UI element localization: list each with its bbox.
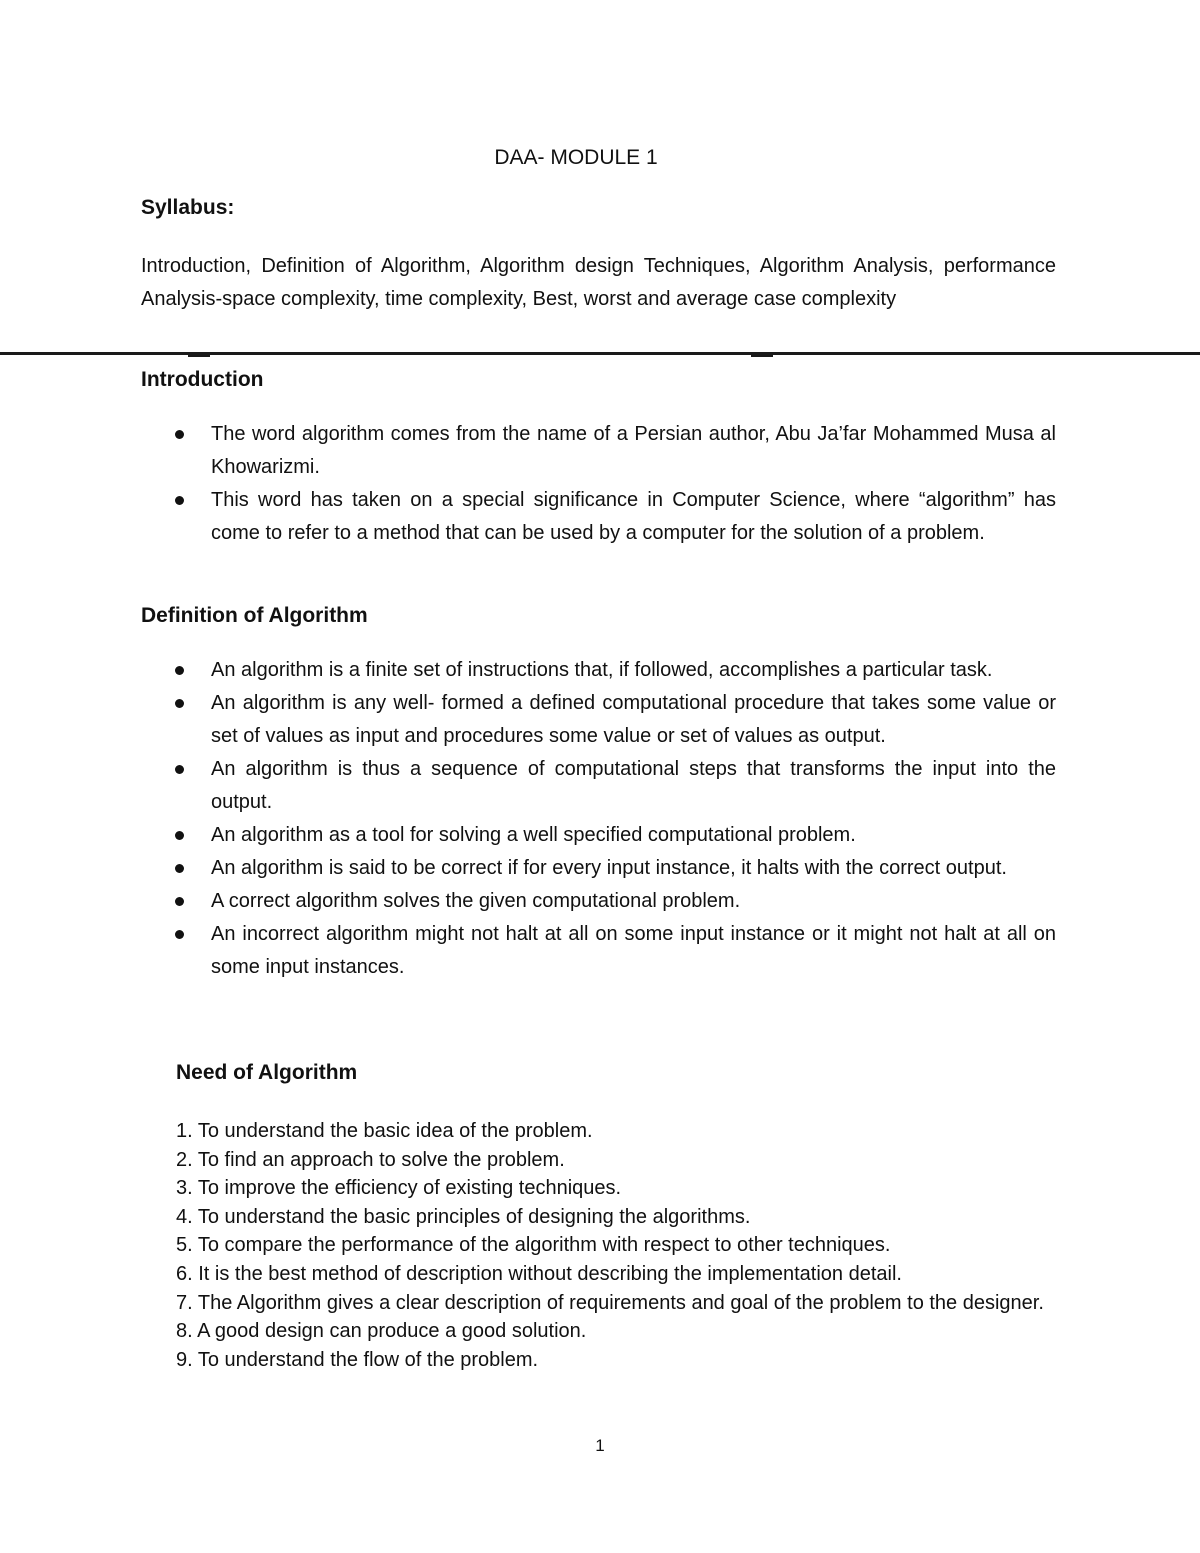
bullet-icon	[175, 864, 184, 873]
list-item: 8. A good design can produce a good solution.	[176, 1320, 587, 1343]
syllabus-heading: Syllabus:	[141, 196, 235, 219]
bullet-icon	[175, 666, 184, 675]
bullet-icon	[175, 430, 184, 439]
bullet-icon	[175, 496, 184, 505]
list-item: An algorithm is said to be correct if for every input instance, it halts with the correct output.	[141, 852, 1056, 885]
bullet-icon	[175, 831, 184, 840]
list-item: 4. To understand the basic principles of designing the algorithms.	[176, 1205, 751, 1228]
need-list	[176, 1117, 1056, 1374]
list-item: 6. It is the best method of description without describing the implementation detail.	[176, 1262, 902, 1285]
list-item: 7. The Algorithm gives a clear description of requirements and goal of the problem to the designer.	[176, 1291, 1044, 1314]
list-item: 3. To improve the efficiency of existing techniques.	[176, 1177, 622, 1200]
list-item: 9. To understand the flow of the problem.	[176, 1348, 539, 1371]
rule-mark-left	[188, 355, 210, 357]
list-item: An incorrect algorithm might not halt at all on some input instance or it might not halt at all on some input instances.	[141, 918, 1056, 984]
list-item: An algorithm is any well- formed a defined computational procedure that takes some value or set of values as input and procedures some value or set of values as output.	[141, 687, 1056, 753]
syllabus-text: Introduction, Definition of Algorithm, Algorithm design Techniques, Algorithm Analysis, performance Analysis-space complexity, time complexity, Best, worst and average case complexity	[141, 255, 1056, 310]
list-item: An algorithm is a finite set of instructions that, if followed, accomplishes a particular task.	[141, 654, 1056, 687]
definition-list	[141, 654, 1056, 984]
list-item: The word algorithm comes from the name of a Persian author, Abu Ja’far Mohammed Musa al Khowarizmi.	[141, 418, 1056, 484]
page-title: DAA- MODULE 1	[494, 146, 658, 169]
list-item: 2. To find an approach to solve the problem.	[176, 1148, 565, 1171]
rule-mark-right	[751, 355, 773, 357]
need-heading: Need of Algorithm	[176, 1061, 358, 1084]
list-item: A correct algorithm solves the given computational problem.	[141, 885, 1056, 918]
list-item: An algorithm as a tool for solving a well specified computational problem.	[141, 819, 1056, 852]
definition-heading: Definition of Algorithm	[141, 604, 368, 627]
bullet-icon	[175, 699, 184, 708]
list-item: This word has taken on a special significance in Computer Science, where “algorithm” has come to refer to a method that can be used by a computer for the solution of a problem.	[141, 484, 1056, 550]
bullet-icon	[175, 765, 184, 774]
page-number: 1	[595, 1436, 605, 1455]
bullet-icon	[175, 930, 184, 939]
list-item: 1. To understand the basic idea of the problem.	[176, 1120, 593, 1142]
horizontal-rule	[0, 352, 1200, 355]
bullet-icon	[175, 897, 184, 906]
list-item: 5. To compare the performance of the algorithm with respect to other techniques.	[176, 1234, 891, 1257]
list-item: An algorithm is thus a sequence of computational steps that transforms the input into the output.	[141, 753, 1056, 819]
introduction-list	[141, 418, 1056, 550]
introduction-heading: Introduction	[141, 368, 264, 391]
